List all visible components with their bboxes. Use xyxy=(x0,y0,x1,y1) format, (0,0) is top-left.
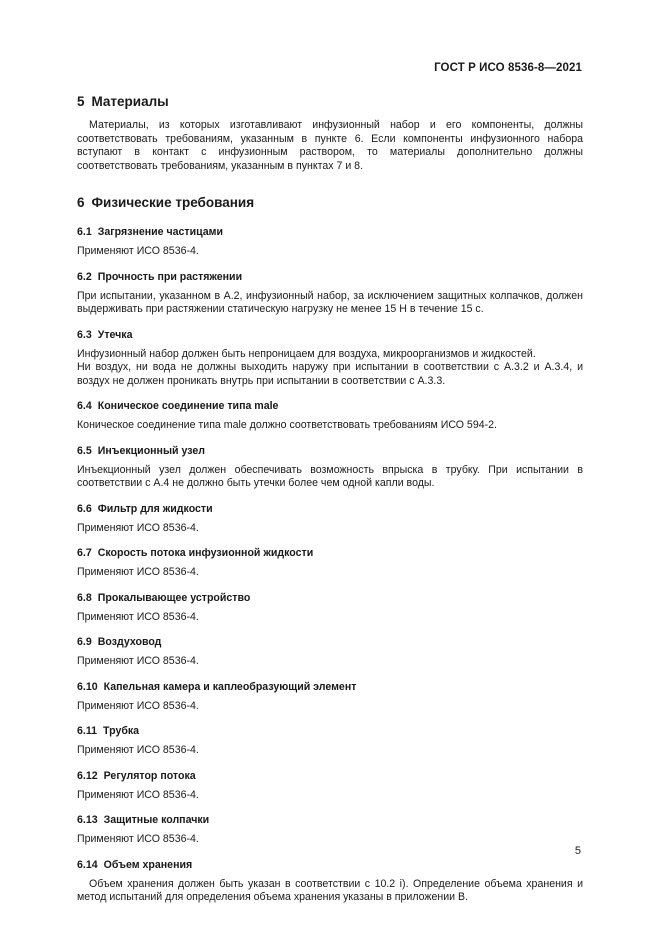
subsection-6-2 xyxy=(77,271,583,317)
paragraph: Применяют ИСО 8536-4. xyxy=(77,699,199,712)
subsection-heading: 6.13 Защитные колпачки xyxy=(77,814,210,826)
subsection-6-10 xyxy=(77,681,583,714)
subsection-6-3 xyxy=(77,329,583,389)
subsection-heading: 6.7 Скорость потока инфузионной жидкости xyxy=(77,547,314,559)
subsection-6-12 xyxy=(77,770,583,803)
page-number: 5 xyxy=(574,845,581,857)
paragraph: Объем хранения должен быть указан в соответствии с 10.2 i). Определение объема хранения и метод испытаний для определения объема хранения указаны в приложении В. xyxy=(77,877,583,903)
document-id-header: ГОСТ Р ИСО 8536-8—2021 xyxy=(434,62,582,74)
document-body xyxy=(77,94,583,917)
section-physical-requirements xyxy=(77,195,583,905)
subsection-6-5 xyxy=(77,445,583,491)
subsection-heading: 6.3 Утечка xyxy=(77,328,133,341)
subsection-heading: 6.4 Коническое соединение типа male xyxy=(77,400,279,412)
paragraph: Применяют ИСО 8536-4. xyxy=(77,245,199,257)
paragraph: Инъекционный узел должен обеспечивать возможность впрыска в трубку. При испытании в соответствии с А.4 не должно быть утечки более чем одной капли воды. xyxy=(77,463,583,489)
subsection-6-7 xyxy=(77,547,583,580)
subsection-heading: 6.2 Прочность при растяжении xyxy=(77,270,243,283)
subsection-heading: 6.11 Трубка xyxy=(77,725,140,737)
paragraph: При испытании, указанном в А.2, инфузионный набор, за исключением защитных колпачков, должен выдерживать при растяжении статическую нагрузку не менее 15 Н в течение 15 с. xyxy=(77,289,583,315)
subsection-heading: 6.5 Инъекционный узел xyxy=(77,444,205,457)
paragraph: Применяют ИСО 8536-4. xyxy=(77,521,199,534)
section-heading: 5 Материалы xyxy=(77,94,169,109)
subsection-6-4 xyxy=(77,400,583,433)
subsection-6-13 xyxy=(77,814,583,847)
subsection-heading: 6.6 Фильтр для жидкости xyxy=(77,502,213,515)
subsection-heading: 6.9 Воздуховод xyxy=(77,636,162,648)
paragraph: Материалы, из которых изготавливают инфузионный набор и его компоненты, должны соответствовать требованиям, указанным в пункте 6. Если компоненты инфузионного набора вступают в контакт с инфузионным раствором, то материалы дополнительно должны соответствовать требованиям, указанным в пунктах 7 и 8. xyxy=(77,119,583,172)
paragraph: Применяют ИСО 8536-4. xyxy=(77,744,199,756)
paragraph: Ни воздух, ни вода не должны выходить наружу при испытании в соответствии с А.3.2 и А.3.4, и воздух не должен проникать внутрь при испытании в соответствии с А.3.3. xyxy=(77,361,583,387)
paragraph: Применяют ИСО 8536-4. xyxy=(77,655,199,667)
paragraph: Применяют ИСО 8536-4. xyxy=(77,566,199,578)
subsection-heading: 6.10 Капельная камера и каплеобразующий элемент xyxy=(77,680,357,693)
subsection-heading: 6.12 Регулятор потока xyxy=(77,769,196,782)
subsection-heading: 6.14 Объем хранения xyxy=(77,858,193,871)
subsection-heading: 6.8 Прокалывающее устройство xyxy=(77,591,251,604)
subsection-heading: 6.1 Загрязнение частицами xyxy=(77,226,224,238)
subsection-6-11 xyxy=(77,725,583,758)
subsection-6-1 xyxy=(77,226,583,259)
section-materials xyxy=(77,94,583,173)
paragraph: Применяют ИСО 8536-4. xyxy=(77,833,199,845)
subsection-6-8 xyxy=(77,592,583,625)
subsection-6-9 xyxy=(77,636,583,669)
paragraph: Применяют ИСО 8536-4. xyxy=(77,610,199,623)
paragraph: Инфузионный набор должен быть непроницаем для воздуха, микроорганизмов и жидкостей. xyxy=(77,347,536,360)
section-heading: 6 Физические требования xyxy=(77,195,255,210)
paragraph: Коническое соединение типа male должно соответствовать требованиям ИСО 594-2. xyxy=(77,419,497,431)
subsection-6-6 xyxy=(77,503,583,536)
subsection-6-14 xyxy=(77,859,583,905)
paragraph: Применяют ИСО 8536-4. xyxy=(77,788,199,801)
